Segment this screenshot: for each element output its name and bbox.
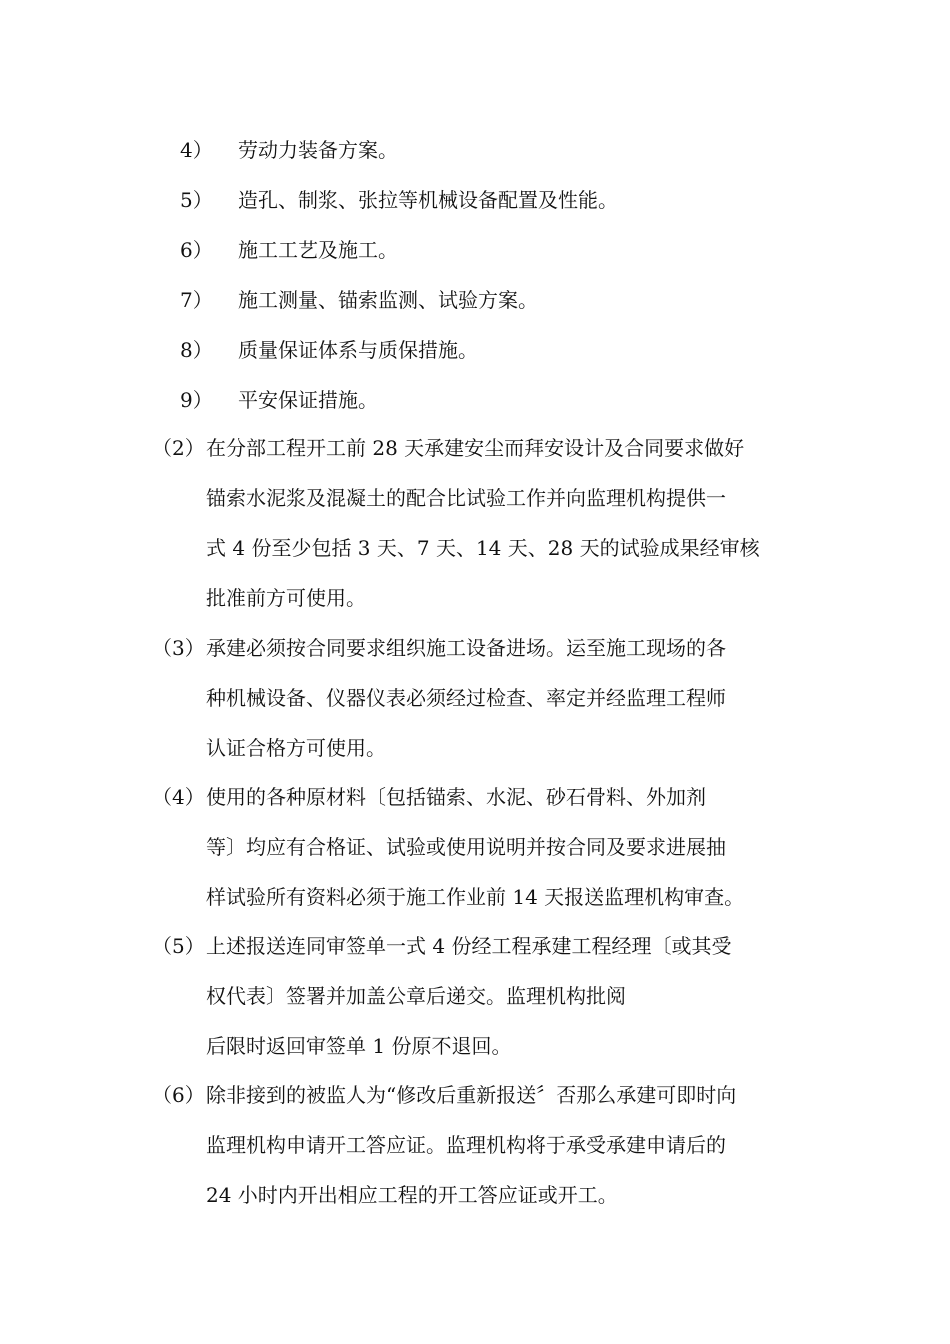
sub-item-number: 8） [180, 338, 213, 362]
paragraph-number: （5） [152, 934, 205, 958]
paragraph-line: 监理机构申请开工答应证。监理机构将于承受承建申请后的 [206, 1133, 726, 1157]
sub-item-text: 造孔、制浆、张拉等机械设备配置及性能。 [238, 188, 618, 212]
sub-item-number: 6） [180, 238, 213, 262]
sub-item-6 [180, 235, 398, 265]
sub-item-text: 平安保证措施。 [238, 388, 378, 412]
sub-item-text: 劳动力装备方案。 [238, 138, 398, 162]
paragraph-number: （6） [152, 1083, 205, 1107]
paragraph-number: （4） [152, 785, 205, 809]
sub-item-5 [180, 185, 618, 215]
paragraph-number: （2） [152, 436, 205, 460]
sub-item-7 [180, 285, 538, 315]
paragraph-line: 批准前方可使用。 [206, 586, 366, 610]
sub-item-number: 4） [180, 138, 213, 162]
paragraph-line: 上述报送连同审签单一式 4 份经工程承建工程经理〔或其受 [206, 934, 732, 958]
paragraph-line: 24 小时内开出相应工程的开工答应证或开工。 [206, 1183, 618, 1207]
paragraph-line: 后限时返回审签单 1 份原不退回。 [206, 1034, 512, 1058]
sub-item-9 [180, 385, 378, 415]
paragraph-line: 承建必须按合同要求组织施工设备进场。运至施工现场的各 [206, 636, 726, 660]
sub-item-text: 施工测量、锚索监测、试验方案。 [238, 288, 538, 312]
sub-item-number: 7） [180, 288, 213, 312]
paragraph-line: 认证合格方可使用。 [206, 736, 386, 760]
paragraph-line: 权代表〕签署并加盖公章后递交。监理机构批阅 [206, 984, 626, 1008]
paragraph-line: 锚索水泥浆及混凝土的配合比试验工作并向监理机构提供一 [206, 486, 726, 510]
paragraph-line: 使用的各种原材料〔包括锚索、水泥、砂石骨料、外加剂 [206, 785, 706, 809]
sub-item-text: 质量保证体系与质保措施。 [238, 338, 478, 362]
paragraph-line: 式 4 份至少包括 3 天、7 天、14 天、28 天的试验成果经审核 [206, 536, 760, 560]
paragraph-line: 除非接到的被监人为“修改后重新报送〞否那么承建可即时向 [206, 1083, 737, 1107]
sub-item-8 [180, 335, 478, 365]
sub-item-number: 9） [180, 388, 213, 412]
paragraph-number: （3） [152, 636, 205, 660]
sub-item-text: 施工工艺及施工。 [238, 238, 398, 262]
paragraph-line: 样试验所有资料必须于施工作业前 14 天报送监理机构审查。 [206, 885, 745, 909]
paragraph-line: 在分部工程开工前 28 天承建安尘而拜安设计及合同要求做好 [206, 436, 745, 460]
sub-item-number: 5） [180, 188, 213, 212]
paragraph-line: 种机械设备、仪器仪表必须经过检查、率定并经监理工程师 [206, 686, 726, 710]
paragraph-line: 等〕均应有合格证、试验或使用说明并按合同及要求进展抽 [206, 835, 726, 859]
sub-item-4 [180, 135, 398, 165]
